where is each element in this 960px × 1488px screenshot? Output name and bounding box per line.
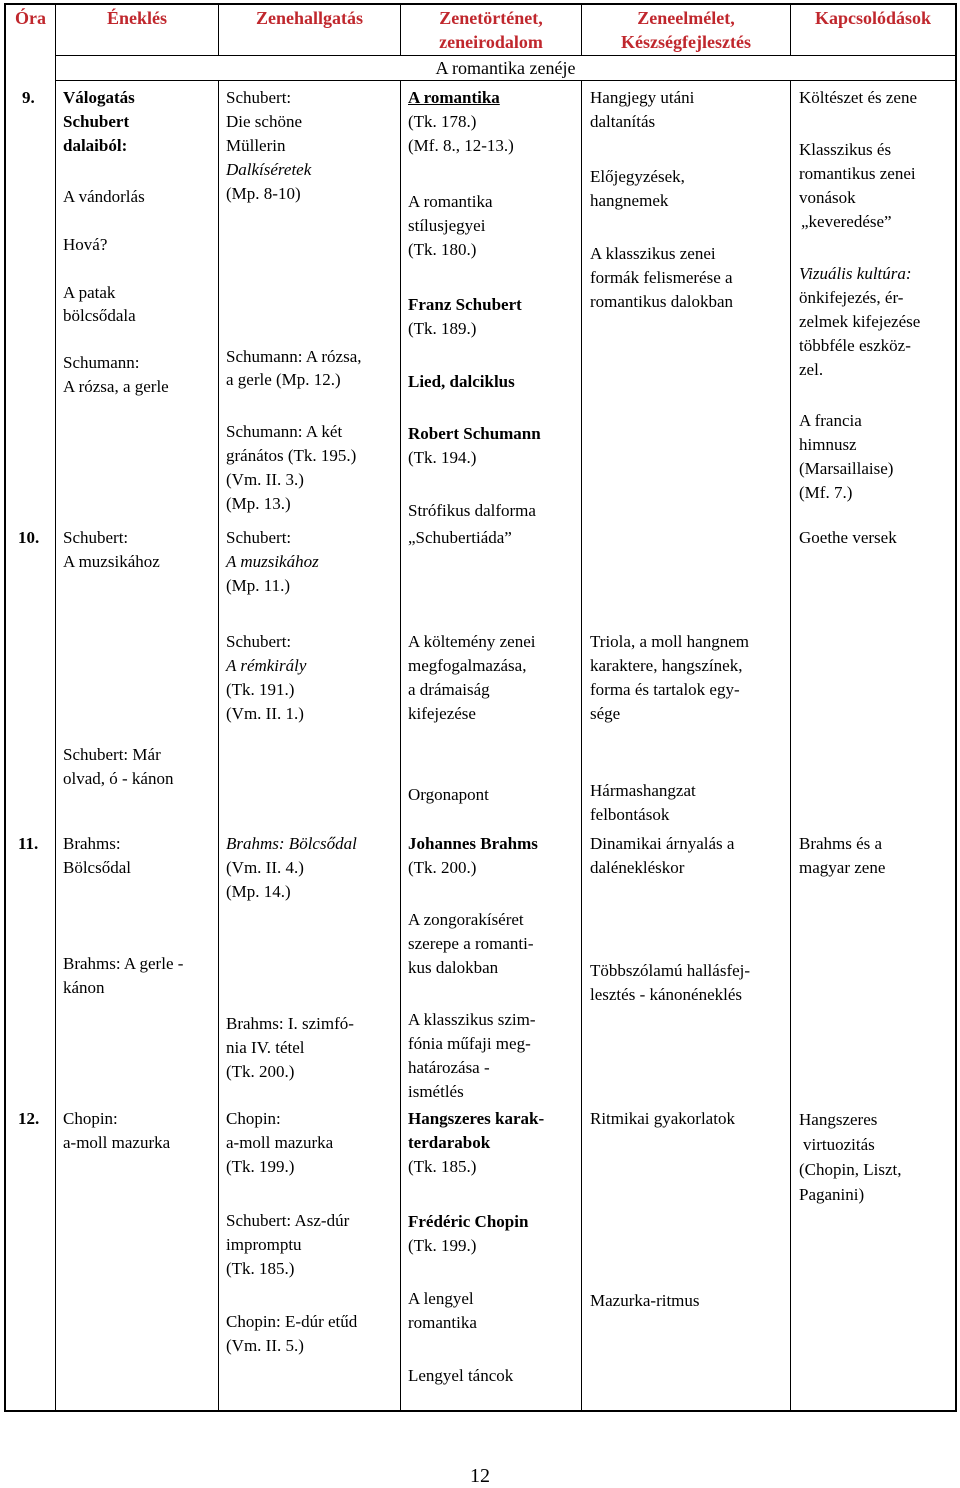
l9-enekles-song: Schumann: [63, 353, 140, 372]
l11-kapcs-line: Brahms és a [799, 834, 883, 853]
l10-ze-line: sége [590, 704, 621, 723]
l10-ze-block-2 [590, 779, 696, 827]
l9-kapcs-line: zelmek kifejezése [799, 312, 921, 331]
lesson-number-10: 10. [18, 528, 40, 547]
l9-kapcs-line: Költészet és zene [799, 88, 917, 107]
l9-enekles-song: bölcsődala [63, 306, 136, 325]
l9-ze-block-3 [590, 242, 733, 314]
l9-zh-line: (Mp. 13.) [226, 494, 291, 513]
l9-zt-line: A romantika [408, 192, 493, 211]
l10-zh-line: (Tk. 191.) [226, 680, 295, 699]
l9-ze-line: hangnemek [590, 191, 669, 210]
l9-zt-line: Lied, dalciklus [408, 372, 515, 391]
l12-kapcs-line: Hangszeres [799, 1110, 878, 1129]
l11-ze-line: Dinamikai árnyalás a [590, 834, 735, 853]
col-divider-5b [790, 80, 791, 1412]
l9-kapcs-block-3 [799, 262, 920, 382]
l9-kapcs-line: Klasszikus és [799, 140, 892, 159]
l9-zh-line: Schumann: A rózsa, [226, 347, 362, 366]
l10-enekles-line: Schubert: Már [63, 745, 161, 764]
l12-zh-line: (Tk. 199.) [226, 1157, 295, 1176]
l12-zt-line: terdarabok [408, 1133, 491, 1152]
l11-zt-line: A zongorakíséret [408, 910, 524, 929]
l10-zt-line: kifejezése [408, 704, 476, 723]
l9-zenehallgatas [226, 86, 311, 206]
l11-enekles-line: kánon [63, 978, 105, 997]
l11-enekles-line: Bölcsődal [63, 858, 131, 877]
l9-enekles-song: Hová? [63, 235, 108, 254]
l12-zt-block-2 [408, 1210, 528, 1258]
table-border-top [4, 3, 957, 5]
l12-zt-line: A lengyel [408, 1289, 474, 1308]
l10-zt-line: megfogalmazása, [408, 656, 527, 675]
l9-zh-line: (Vm. II. 3.) [226, 470, 304, 489]
l9-ze-line: A klasszikus zenei [590, 244, 716, 263]
l9-zt-line: (Tk. 189.) [408, 319, 477, 338]
col-divider-1 [55, 3, 56, 1412]
l9-kapcs-line: Vizuális kultúra: [799, 264, 912, 283]
l10-enekles-line: olvad, ó - kánon [63, 769, 174, 788]
l11-zt-line: (Tk. 200.) [408, 858, 477, 877]
l11-ze-line: dalénekléskor [590, 858, 685, 877]
l11-zt-line: határozása - [408, 1058, 490, 1077]
l11-zh-line: nia IV. tétel [226, 1038, 305, 1057]
l10-zt-block-2 [408, 630, 535, 726]
l12-ze-line: Ritmikai gyakorlatok [590, 1109, 735, 1128]
l9-enekles [63, 86, 135, 158]
l11-zenehallgatas [226, 832, 357, 904]
l9-kapcs-line: többféle eszköz- [799, 336, 911, 355]
section-divider [56, 80, 955, 81]
l11-zt-line: ismétlés [408, 1082, 464, 1101]
l9-zh-line: Schumann: A két [226, 422, 343, 441]
l11-ze-block-2 [590, 959, 750, 1007]
l9-zt-line: Robert Schumann [408, 424, 541, 443]
l9-enekles-line: Schubert [63, 112, 130, 131]
l9-ze-block-2 [590, 165, 685, 213]
l12-zt-line: Hangszeres karak- [408, 1109, 545, 1128]
l9-kapcs-line: zel. [799, 360, 824, 379]
l11-zh-line: (Mp. 14.) [226, 882, 291, 901]
l9-ze-line: Előjegyzések, [590, 167, 685, 186]
l9-kapcs-line: himnusz [799, 435, 857, 454]
l12-zh-line: Chopin: [226, 1109, 281, 1128]
l9-kapcs-block-2 [799, 138, 916, 234]
col-divider-3b [400, 80, 401, 1412]
table-border-right [955, 3, 957, 1412]
l10-zt-line: „Schubertiáda” [408, 528, 512, 547]
l10-zh-line: A rémkirály [226, 656, 307, 675]
l9-zh-block-2 [226, 420, 356, 516]
l10-zh-line: A muzsikához [226, 552, 319, 571]
l12-zh-line: a-moll mazurka [226, 1133, 334, 1152]
l9-zt-line: (Tk. 180.) [408, 240, 477, 259]
l10-ze-line: felbontások [590, 805, 670, 824]
l12-kapcsolodasok [799, 1107, 901, 1207]
l9-zt-line: Strófikus dalforma [408, 501, 536, 520]
l10-zt-line: a drámaiság [408, 680, 490, 699]
l9-enekles-song: A rózsa, a gerle [63, 377, 169, 396]
col-divider-4b [581, 80, 582, 1412]
lesson-number-9: 9. [22, 88, 35, 107]
l11-zt-line: fónia műfaji meg- [408, 1034, 531, 1053]
l9-zt-line: stílusjegyei [408, 216, 486, 235]
l9-zt-line: Franz Schubert [408, 295, 522, 314]
l9-enekles-line: Válogatás [63, 88, 135, 107]
l10-zenehallgatas [226, 526, 319, 598]
table-border-bottom [4, 1410, 957, 1412]
l12-zt-line: romantika [408, 1313, 477, 1332]
l12-zh-line: Schubert: Asz-dúr [226, 1211, 350, 1230]
l9-zt-line: (Tk. 194.) [408, 448, 477, 467]
l11-zh-block-2 [226, 1012, 354, 1084]
l11-zeneelmelet [590, 832, 734, 880]
l9-zt-block-4 [408, 422, 541, 470]
l12-zt-block-3 [408, 1287, 477, 1335]
l10-enekles-2 [63, 743, 173, 791]
l11-ze-line: lesztés - kánonéneklés [590, 985, 742, 1004]
l9-zh-line: a gerle (Mp. 12.) [226, 370, 341, 389]
l9-ze-line: Hangjegy utáni [590, 88, 695, 107]
lesson-number-11: 11. [18, 834, 39, 853]
l9-zt-line: (Mf. 8., 12-13.) [408, 136, 514, 155]
l9-zt-block-2 [408, 190, 493, 262]
l10-zt-line: A költemény zenei [408, 632, 536, 651]
l11-ze-line: Többszólamú hallásfej- [590, 961, 751, 980]
l12-zh-line: (Tk. 185.) [226, 1259, 295, 1278]
l12-zh-line: Chopin: E-dúr etűd [226, 1312, 358, 1331]
l11-zt-block-2 [408, 908, 534, 980]
l12-zenehallgatas [226, 1107, 333, 1179]
l11-kapcsolodasok [799, 832, 885, 880]
l10-zh-block-2 [226, 630, 306, 726]
l11-zt-line: szerepe a romanti- [408, 934, 534, 953]
l12-enekles [63, 1107, 170, 1155]
header-zeneelmelet-1: Zeneelmélet, [637, 8, 735, 28]
l12-enekles-line: a-moll mazurka [63, 1133, 171, 1152]
header-zenetortenet-1: Zenetörténet, [439, 8, 543, 28]
l12-zh-line: (Vm. II. 5.) [226, 1336, 304, 1355]
l10-zh-line: Schubert: [226, 632, 292, 651]
l9-zh-line: gránátos (Tk. 195.) [226, 446, 357, 465]
l10-zh-line: Schubert: [226, 528, 292, 547]
header-ora: Óra [15, 8, 46, 28]
l11-zh-line: (Vm. II. 4.) [226, 858, 304, 877]
l12-zh-block-3 [226, 1310, 357, 1358]
l9-ze-line: daltanítás [590, 112, 656, 131]
l10-zeneelmelet [590, 630, 749, 726]
l9-kapcs-line: (Mf. 7.) [799, 483, 853, 502]
l12-zh-line: impromptu [226, 1235, 302, 1254]
l9-kapcs-line: (Marsaillaise) [799, 459, 894, 478]
l10-ze-line: Hármashangzat [590, 781, 696, 800]
l11-zh-line: Brahms: Bölcsődal [226, 834, 357, 853]
l11-enekles-line: Brahms: A gerle - [63, 954, 184, 973]
l9-enekles-song: A vándorlás [63, 187, 145, 206]
l9-enekles-line: dalaiból: [63, 136, 128, 155]
l12-zt-line: (Tk. 185.) [408, 1157, 477, 1176]
l11-zt-line: Johannes Brahms [408, 834, 538, 853]
l9-zh-line: Müllerin [226, 136, 286, 155]
l10-ze-line: Triola, a moll hangnem [590, 632, 749, 651]
l9-zh-line: Die schöne [226, 112, 303, 131]
l11-enekles [63, 832, 131, 880]
l11-zh-line: (Tk. 200.) [226, 1062, 295, 1081]
header-kapcsolodasok: Kapcsolódások [814, 8, 932, 28]
l11-zenetortenet [408, 832, 538, 880]
l10-ze-line: forma és tartalok egy- [590, 680, 740, 699]
l9-kapcs-line: vonások [799, 188, 856, 207]
l12-kapcs-line: (Chopin, Liszt, [799, 1160, 902, 1179]
l10-kapcs-line: Goethe versek [799, 528, 897, 547]
l9-zt-block-3 [408, 293, 522, 341]
l11-zt-line: A klasszikus szim- [408, 1010, 536, 1029]
l9-zh-line: (Mp. 8-10) [226, 184, 301, 203]
l10-enekles [63, 526, 160, 574]
l9-kapcs-line: „keveredése” [801, 212, 892, 231]
l9-zeneelmelet [590, 86, 694, 134]
l12-enekles-line: Chopin: [63, 1109, 118, 1128]
l10-zh-line: (Mp. 11.) [226, 576, 291, 595]
header-zenehallgatas: Zenehallgatás [255, 8, 363, 28]
page-number: 12 [470, 1465, 490, 1487]
l10-enekles-line: Schubert: [63, 528, 129, 547]
section-title: A romantika zenéje [435, 58, 576, 78]
col-divider-2b [218, 80, 219, 1412]
l9-kapcs-block-4 [799, 409, 893, 505]
table-border-left [4, 3, 6, 1412]
header-zeneelmelet-2: Készségfejlesztés [621, 32, 751, 52]
l11-zh-line: Brahms: I. szimfó- [226, 1014, 354, 1033]
l12-zt-line: (Tk. 199.) [408, 1236, 477, 1255]
l12-zt-line: Frédéric Chopin [408, 1212, 529, 1231]
l11-kapcs-line: magyar zene [799, 858, 886, 877]
l9-kapcs-line: A francia [799, 411, 862, 430]
l12-kapcs-line: Paganini) [799, 1185, 865, 1204]
l9-zh-line: Schubert: [226, 88, 292, 107]
l12-kapcs-line: virtuozitás [803, 1135, 875, 1154]
header-enekles: Éneklés [106, 8, 167, 28]
l11-enekles-line: Brahms: [63, 834, 121, 853]
l10-ze-line: karaktere, hangszínek, [590, 656, 743, 675]
l11-zt-line: kus dalokban [408, 958, 499, 977]
l12-ze-line: Mazurka-ritmus [590, 1291, 700, 1310]
l9-zh-line: Dalkíséretek [226, 160, 312, 179]
l10-zh-line: (Vm. II. 1.) [226, 704, 304, 723]
l12-zenetortenet [408, 1107, 544, 1179]
l9-kapcs-line: önkifejezés, ér- [799, 288, 904, 307]
l9-enekles-song: A patak [63, 283, 116, 302]
l9-zt-line: (Tk. 178.) [408, 112, 477, 131]
l9-kapcs-line: romantikus zenei [799, 164, 916, 183]
l9-ze-line: romantikus dalokban [590, 292, 734, 311]
l10-zt-line: Orgonapont [408, 785, 489, 804]
l12-zh-block-2 [226, 1209, 349, 1281]
l12-zt-line: Lengyel táncok [408, 1366, 514, 1385]
l10-enekles-line: A muzsikához [63, 552, 160, 571]
lesson-number-12: 12. [18, 1109, 40, 1128]
l9-ze-line: formák felismerése a [590, 268, 733, 287]
header-zenetortenet-2: zeneirodalom [439, 32, 543, 52]
l9-zenetortenet [408, 86, 514, 158]
l11-zt-block-3 [408, 1008, 536, 1104]
l9-zt-line: A romantika [408, 88, 500, 107]
l11-enekles-2 [63, 952, 183, 1000]
